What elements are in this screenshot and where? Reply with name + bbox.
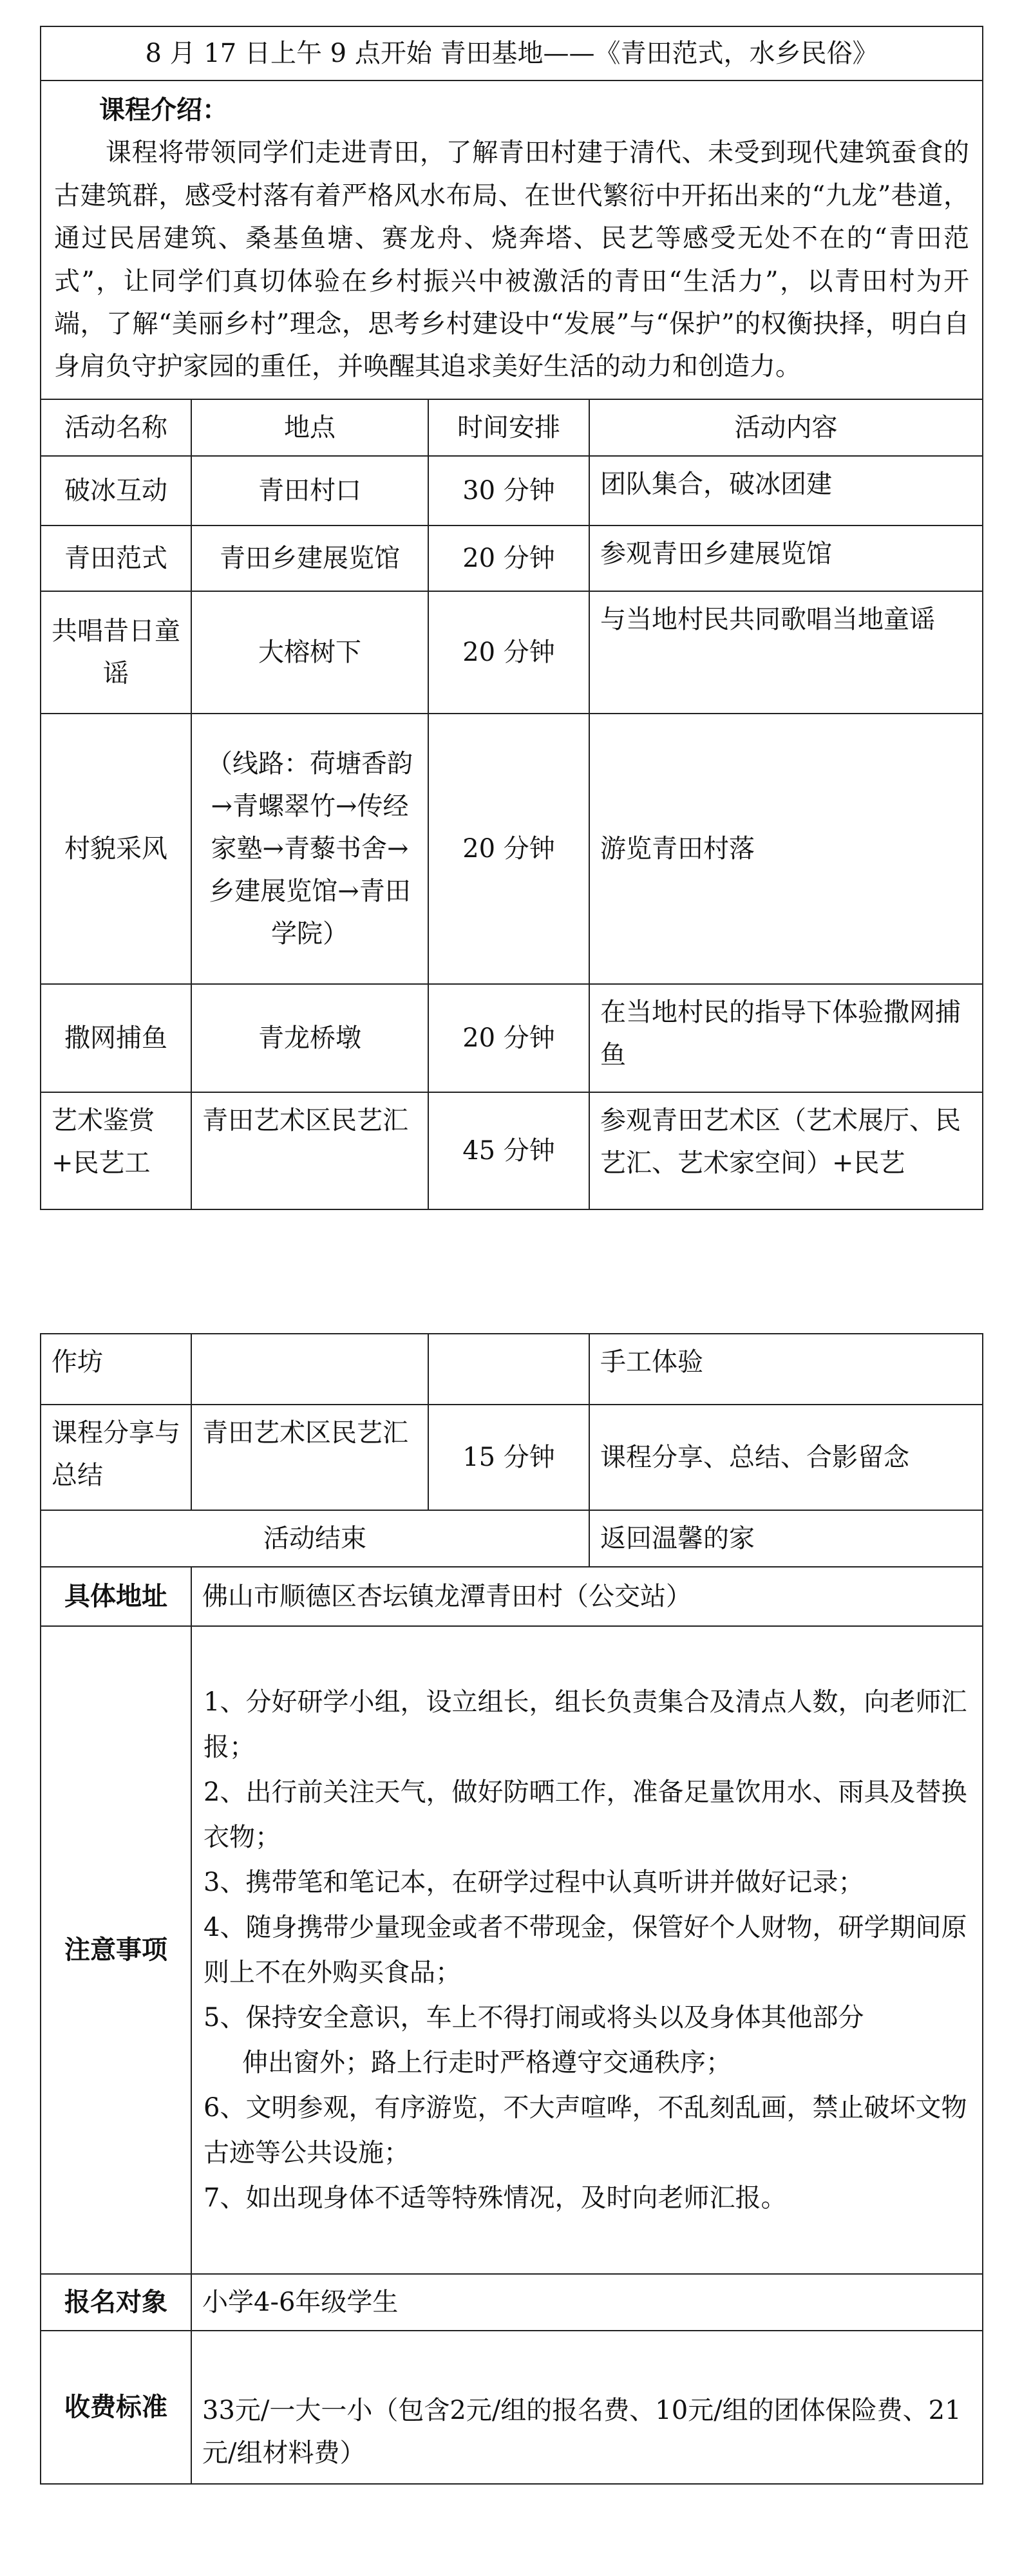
notes-label: 注意事项 bbox=[41, 1626, 191, 2274]
activity-name: 破冰互动 bbox=[41, 456, 191, 526]
intro-row bbox=[41, 80, 983, 399]
course-title: 8 月 17 日上午 9 点开始 青田基地——《青田范式，水乡民俗》 bbox=[41, 26, 983, 80]
note-item: 6、文明参观，有序游览，不大声喧哗，不乱刻乱画，禁止破坏文物古迹等公共设施； bbox=[203, 2093, 967, 2168]
activity-time: 45 分钟 bbox=[428, 1092, 589, 1209]
header-activity-name: 活动名称 bbox=[41, 399, 191, 456]
table-row bbox=[41, 1334, 983, 1405]
title-row bbox=[41, 26, 983, 80]
audience-label: 报名对象 bbox=[41, 2274, 191, 2331]
activity-time: 30 分钟 bbox=[428, 456, 589, 526]
activity-name: 青田范式 bbox=[41, 526, 191, 591]
table-row bbox=[41, 984, 983, 1092]
activity-content: 参观青田艺术区（艺术展厅、民艺汇、艺术家空间）+民艺 bbox=[589, 1092, 983, 1209]
note-item-continued: 伸出窗外；路上行走时严格遵守交通秩序； bbox=[242, 2048, 732, 2078]
table-row bbox=[41, 714, 983, 984]
activity-place: 青田乡建展览馆 bbox=[191, 526, 428, 591]
activity-name: 作坊 bbox=[41, 1334, 191, 1405]
activity-time: 20 分钟 bbox=[428, 714, 589, 984]
activity-content: 团队集合，破冰团建 bbox=[589, 456, 983, 526]
intro-heading: 课程介绍： bbox=[99, 95, 228, 125]
activity-end-content: 返回温馨的家 bbox=[589, 1510, 983, 1567]
note-item: 1、分好研学小组，设立组长，组长负责集合及清点人数，向老师汇报； bbox=[203, 1687, 967, 1762]
activity-place: （线路：荷塘香韵→青螺翠竹→传经家塾→青藜书舍→乡建展览馆→青田学院） bbox=[191, 714, 428, 984]
activity-place: 青田村口 bbox=[191, 456, 428, 526]
activity-content: 参观青田乡建展览馆 bbox=[589, 526, 983, 591]
activity-content: 游览青田村落 bbox=[589, 714, 983, 984]
course-intro bbox=[41, 80, 983, 399]
notes-list bbox=[191, 1626, 983, 2274]
audience-row bbox=[41, 2274, 983, 2331]
course-table-part2 bbox=[40, 1333, 983, 2485]
table-row bbox=[41, 1092, 983, 1209]
activity-time: 20 分钟 bbox=[428, 526, 589, 591]
activity-place: 青田艺术区民艺汇 bbox=[191, 1405, 428, 1510]
note-item: 2、出行前关注天气，做好防晒工作，准备足量饮用水、雨具及替换衣物； bbox=[203, 1777, 967, 1852]
activity-content: 在当地村民的指导下体验撒网捕鱼 bbox=[589, 984, 983, 1092]
note-item: 4、随身携带少量现金或者不带现金，保管好个人财物，研学期间原则上不在外购买食品； bbox=[203, 1913, 967, 1987]
audience-value: 小学4-6年级学生 bbox=[191, 2274, 983, 2331]
table-row bbox=[41, 1405, 983, 1510]
activity-time: 20 分钟 bbox=[428, 984, 589, 1092]
note-item: 3、携带笔和笔记本，在研学过程中认真听讲并做好记录； bbox=[203, 1868, 864, 1897]
table-row bbox=[41, 526, 983, 591]
intro-body: 课程将带领同学们走进青田，了解青田村建于清代、未受到现代建筑蚕食的古建筑群，感受村落有着严格风水布局、在世代繁衍中开拓出来的“九龙”巷道，通过民居建筑、桑基鱼塘、赛龙舟、烧奔塔、民艺等感受无处不在的“青田范式”，让同学们真切体验在乡村振兴中被激活的青田“生活力”，以青田村为开端，了解“美丽乡村”理念，思考乡村建设中“发展”与“保护”的权衡抉择，明白自身肩负守护家园的重任，并唤醒其追求美好生活的动力和创造力。 bbox=[54, 138, 970, 382]
address-label: 具体地址 bbox=[41, 1567, 191, 1626]
activity-end-label: 活动结束 bbox=[41, 1510, 589, 1567]
activity-place: 大榕树下 bbox=[191, 591, 428, 714]
activity-place: 青田艺术区民艺汇 bbox=[191, 1092, 428, 1209]
header-row bbox=[41, 399, 983, 456]
table-row bbox=[41, 591, 983, 714]
table-row bbox=[41, 456, 983, 526]
activity-name: 撒网捕鱼 bbox=[41, 984, 191, 1092]
activity-time: 20 分钟 bbox=[428, 591, 589, 714]
end-row bbox=[41, 1510, 983, 1567]
activity-name: 艺术鉴赏+民艺工 bbox=[41, 1092, 191, 1209]
activity-content: 课程分享、总结、合影留念 bbox=[589, 1405, 983, 1510]
note-item: 5、保持安全意识，车上不得打闹或将头以及身体其他部分 bbox=[203, 2003, 864, 2032]
note-item: 7、如出现身体不适等特殊情况，及时向老师汇报。 bbox=[203, 2183, 787, 2213]
activity-name: 村貌采风 bbox=[41, 714, 191, 984]
activity-place bbox=[191, 1334, 428, 1405]
address-row bbox=[41, 1567, 983, 1626]
activity-content: 与当地村民共同歌唱当地童谣 bbox=[589, 591, 983, 714]
header-place: 地点 bbox=[191, 399, 428, 456]
activity-time: 15 分钟 bbox=[428, 1405, 589, 1510]
fee-label: 收费标准 bbox=[41, 2331, 191, 2484]
notes-row bbox=[41, 1626, 983, 2274]
header-time: 时间安排 bbox=[428, 399, 589, 456]
activity-place: 青龙桥墩 bbox=[191, 984, 428, 1092]
header-content: 活动内容 bbox=[589, 399, 983, 456]
fee-row bbox=[41, 2331, 983, 2484]
course-table-part1 bbox=[40, 26, 983, 1210]
activity-name: 课程分享与总结 bbox=[41, 1405, 191, 1510]
address-value: 佛山市顺德区杏坛镇龙潭青田村（公交站） bbox=[191, 1567, 983, 1626]
activity-time bbox=[428, 1334, 589, 1405]
fee-value: 33元/一大一小（包含2元/组的报名费、10元/组的团体保险费、21元/组材料费） bbox=[191, 2331, 983, 2484]
activity-name: 共唱昔日童谣 bbox=[41, 591, 191, 714]
activity-content: 手工体验 bbox=[589, 1334, 983, 1405]
